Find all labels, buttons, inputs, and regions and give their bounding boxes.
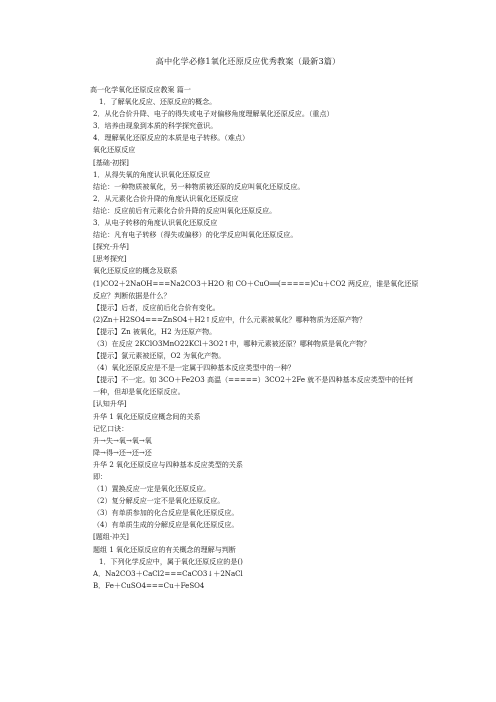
text-line: B．Fe＋CuSO4===Cu＋FeSO4 <box>93 580 205 590</box>
text-line: 1．了解氧化反应、还原反应的概念。 <box>99 97 217 107</box>
text-line: 【提示】Zn 被氧化，H2 为还原产物。 <box>93 326 217 336</box>
text-line: 3．从电子转移的角度认识氧化还原反应 <box>93 218 218 228</box>
text-line: A．Na2CO3＋CaCl2===CaCO3↓＋2NaCl <box>93 568 243 578</box>
text-line: （4）有单质生成的分解反应是氧化还原反应。 <box>93 520 239 530</box>
text-line: 氧化还原反应的概念及联系 <box>93 266 178 276</box>
text-line: [基础·初探] <box>93 157 129 167</box>
text-line: [题组·冲关] <box>93 532 129 542</box>
text-line: 2．从元素化合价升降的角度认识氧化还原反应 <box>93 193 239 203</box>
document-title: 高中化学必修1氧化还原反应优秀教案（最新3篇） <box>155 56 341 66</box>
text-line: 结论：反应前后有元素化合价升降的反应叫氧化还原反应。 <box>93 205 277 215</box>
text-line: 氧化还原反应 <box>93 145 136 155</box>
text-line: 升→失→氧→氧→氧 <box>93 435 152 445</box>
text-line: 【提示】后者，反应前后化合价有变化。 <box>93 302 220 312</box>
text-line: 4．理解氧化还原反应的本质是电子转移。（难点） <box>93 133 249 143</box>
document-body <box>90 84 420 592</box>
text-line: （1）置换反应一定是氧化还原反应。 <box>93 484 211 494</box>
text-line: 降→得→还→还→还 <box>93 447 152 457</box>
text-line: 1．下列化学反应中，属于氧化还原反应的是() <box>99 556 243 566</box>
text-line: 1．从得失氧的角度认识氧化还原反应 <box>93 169 211 179</box>
text-line: 3．培养由现象到本质的科学探究意识。 <box>93 121 218 131</box>
text-line: 【提示】氯元素被还原，O2 为氧化产物。 <box>93 351 226 361</box>
text-line: (1)CO2＋2NaOH===Na2CO3＋H2O 和 CO＋CuO══(=====)Cu＋CO2 两反应，谁是氧化还原反应？判断依据是什么？ <box>93 278 419 300</box>
text-line: 结论：凡有电子转移（得失或偏移）的化学反应叫氧化还原反应。 <box>93 230 298 240</box>
text-line: 即： <box>93 472 108 481</box>
text-line: 高一化学氧化还原反应教案 篇一 <box>90 85 191 94</box>
text-line: 2．从化合价升降、电子的得失或电子对偏移角度理解氧化还原反应。（重点） <box>93 109 334 119</box>
text-line: [思考探究] <box>93 254 127 264</box>
text-line: [认知升华] <box>93 399 127 409</box>
text-line: （2）复分解反应一定不是氧化还原反应。 <box>93 496 225 506</box>
text-line: 记忆口诀： <box>93 423 129 433</box>
text-line: 题组 1 氧化还原反应的有关概念的理解与判断 <box>93 544 236 554</box>
text-line: 【提示】不一定。如 3CO＋Fe2O3 高温（=====）3CO2＋2Fe 就不是四种基本反应类型中的任何一种，但却是氧化还原反应。 <box>93 375 414 397</box>
text-line: 结论：一种物质被氧化，另一种物质被还原的反应叫氧化还原反应。 <box>93 181 305 191</box>
text-line: （3）在反应 2KClO3MnO22KCl＋3O2↑中，哪种元素被还原？哪种物质是氧化产物？ <box>93 338 371 348</box>
text-line: （4）氧化还原反应是不是一定属于四种基本反应类型中的一种？ <box>93 363 295 373</box>
text-line: 升华 1 氧化还原反应概念间的关系 <box>93 411 201 421</box>
text-line: 升华 2 氧化还原反应与四种基本反应类型的关系 <box>93 459 243 469</box>
text-line: (2)Zn＋H2SO4===ZnSO4＋H2↑反应中，什么元素被氧化？哪种物质为还原产物？ <box>93 314 367 324</box>
text-line: （3）有单质参加的化合反应是氧化还原反应。 <box>93 508 239 518</box>
text-line: [探究·升华] <box>93 242 129 252</box>
